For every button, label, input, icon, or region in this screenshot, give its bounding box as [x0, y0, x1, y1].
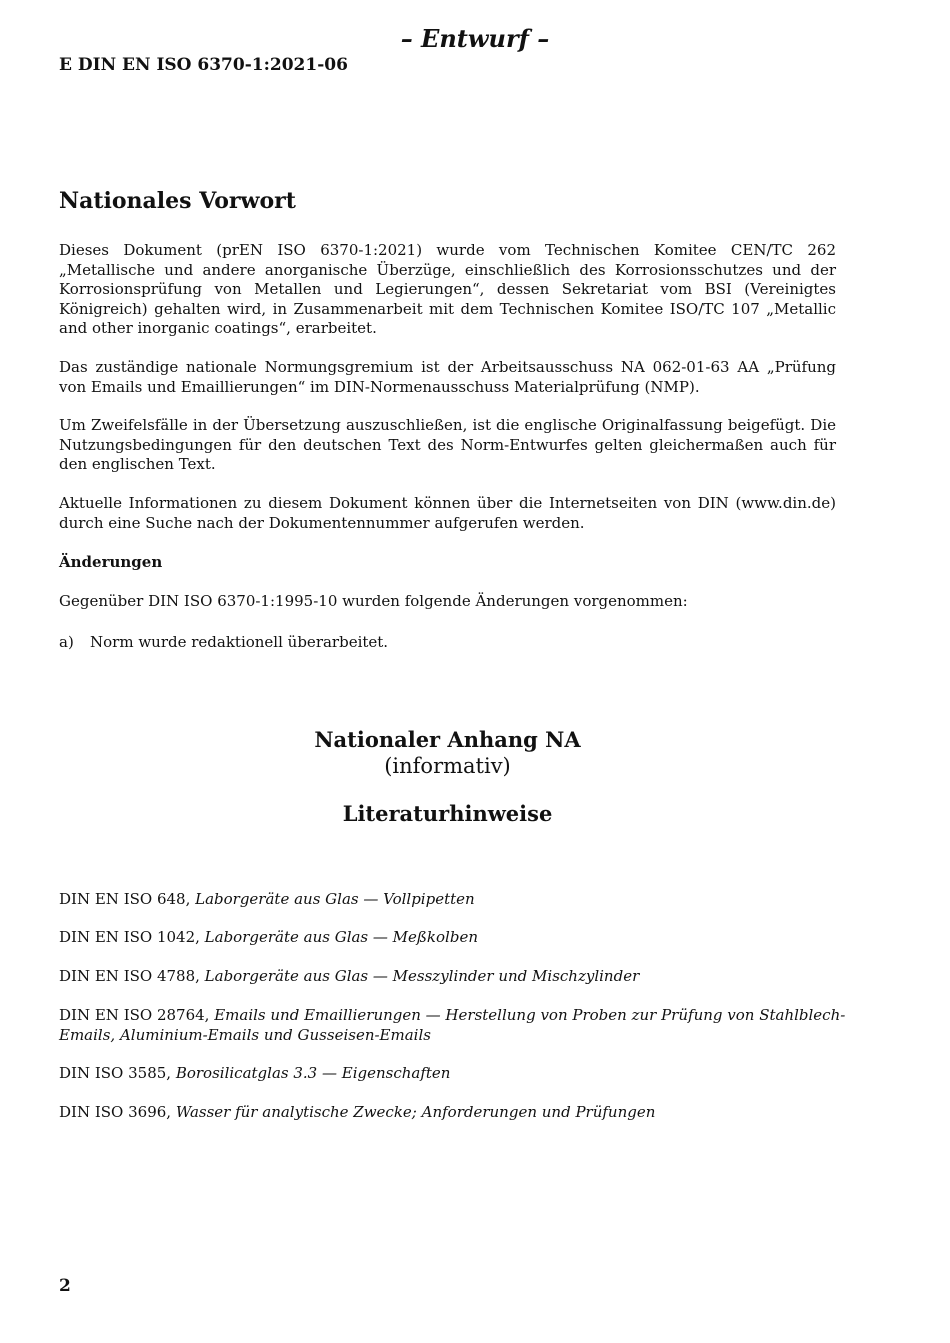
reference-number: DIN ISO 3585, [59, 1064, 176, 1082]
list-item-text: Norm wurde redaktionell überarbeitet. [90, 633, 389, 651]
bibliography-title: Literaturhinweise [342, 801, 553, 826]
foreword-paragraph: Dieses Dokument (prEN ISO 6370-1:2021) wurde vom Technischen Komitee CEN/TC 262 „Metallische und andere anorganische Überzüge, einschließlich des Korrosionsschutzes und der Korrosionsprüfung von Metallen und Legierungen“, dessen Sekretariat vom BSI (Vereinigtes Königreich) gehalten wird, in Zusammenarbeit mit dem Technischen Komitee ISO/TC 107 „Metallic and other inorganic coatings“, erarbeitet. [59, 241, 836, 337]
reference-item [59, 927, 849, 947]
reference-item [59, 1063, 849, 1083]
reference-number: DIN ISO 3696, [59, 1103, 176, 1121]
reference-title: Emails und Emaillierungen — Herstellung von Proben zur Prüfung von Stahlblech-Emails, Aluminium-Emails und Gusseisen-Emails [59, 1006, 846, 1044]
reference-title: Wasser für analytische Zwecke; Anforderungen und Prüfungen [175, 1103, 656, 1121]
reference-title: Borosilicatglas 3.3 — Eigenschaften [175, 1064, 451, 1082]
reference-item [59, 1102, 849, 1122]
changes-intro: Gegenüber DIN ISO 6370-1:1995-10 wurden folgende Änderungen vorgenommen: [59, 592, 688, 610]
reference-title: Laborgeräte aus Glas — Messzylinder und Mischzylinder [204, 967, 640, 985]
list-marker: a) [59, 633, 74, 651]
list-item [59, 633, 388, 651]
draft-mark: – Entwurf – [400, 24, 550, 53]
annex-title: Nationaler Anhang NA [314, 727, 581, 752]
reference-title: Laborgeräte aus Glas — Vollpipetten [195, 890, 475, 908]
reference-number: DIN EN ISO 648, [59, 890, 196, 908]
reference-title: Laborgeräte aus Glas — Meßkolben [204, 928, 478, 946]
foreword-paragraph: Das zuständige nationale Normungsgremium ist der Arbeitsausschuss NA 062-01-63 AA „Prüfung von Emails und Emaillierungen“ im DIN-Normenausschuss Materialprüfung (NMP). [59, 358, 836, 396]
foreword-paragraph: Aktuelle Informationen zu diesem Dokument können über die Internetseiten von DIN (www.din.de) durch eine Suche nach der Dokumentennummer aufgerufen werden. [59, 494, 836, 532]
reference-number: DIN EN ISO 4788, [59, 967, 205, 985]
reference-item [59, 889, 849, 909]
reference-item [59, 1005, 849, 1045]
reference-item [59, 966, 849, 986]
reference-number: DIN EN ISO 1042, [59, 928, 205, 946]
annex-subtitle: (informativ) [384, 754, 511, 778]
page-number: 2 [59, 1276, 71, 1296]
foreword-paragraph: Um Zweifelsfälle in der Übersetzung auszuschließen, ist die englische Originalfassung beigefügt. Die Nutzungsbedingungen für den deutschen Text des Norm-Entwurfes gelten gleichermaßen auch für den englischen Text. [59, 416, 836, 473]
reference-number: DIN EN ISO 28764, [59, 1006, 215, 1024]
foreword-title: Nationales Vorwort [59, 188, 296, 214]
document-id: E DIN EN ISO 6370-1:2021-06 [59, 55, 348, 75]
changes-heading: Änderungen [59, 553, 163, 571]
